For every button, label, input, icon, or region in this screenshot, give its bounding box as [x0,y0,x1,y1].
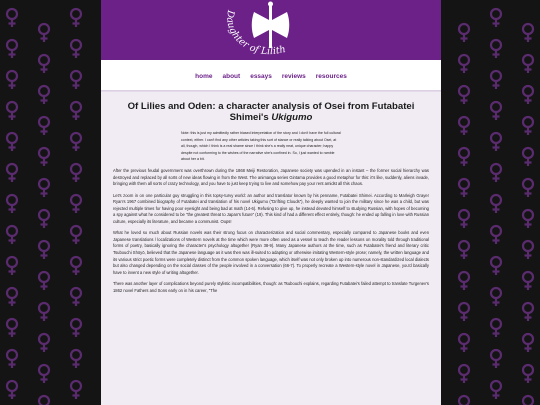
article-content [101,91,441,405]
venus-icon [71,381,81,399]
venus-icon [39,334,49,352]
venus-icon [39,179,49,197]
venus-icon [459,210,469,228]
venus-icon [7,288,17,306]
venus-icon [71,195,81,213]
venus-icon [7,319,17,337]
venus-icon [7,164,17,182]
venus-icon [491,288,501,306]
venus-icon [491,9,501,27]
main-nav [101,60,441,91]
venus-icon [39,117,49,135]
venus-icon [39,272,49,290]
venus-icon [523,148,533,166]
venus-icon [523,24,533,42]
venus-icon [39,148,49,166]
site-banner [101,0,441,60]
venus-icon [459,148,469,166]
venus-icon [71,319,81,337]
venus-icon [71,40,81,58]
venus-icon [39,303,49,321]
venus-icon [459,303,469,321]
venus-icon [39,55,49,73]
venus-icon [39,24,49,42]
venus-icon [39,210,49,228]
article-title-italic: Ukigumo [271,111,313,123]
venus-icon [523,86,533,104]
venus-icon [71,288,81,306]
labrys-icon [252,2,290,49]
venus-icon [7,40,17,58]
venus-icon [523,396,533,405]
venus-icon [71,9,81,27]
venus-icon [459,86,469,104]
venus-icon [71,226,81,244]
venus-icon [7,257,17,275]
venus-icon [523,241,533,259]
venus-icon [491,133,501,151]
venus-icon [459,365,469,383]
nav-link-about[interactable]: about [222,73,241,80]
venus-icon [71,102,81,120]
venus-icon [459,117,469,135]
venus-icon [7,195,17,213]
venus-icon [523,365,533,383]
venus-icon [491,195,501,213]
venus-icon [71,350,81,368]
venus-icon [39,365,49,383]
venus-icon [7,102,17,120]
site-logo[interactable] [101,0,441,60]
venus-icon [7,9,17,27]
venus-icon [523,55,533,73]
venus-icon [491,71,501,89]
venus-icon [7,350,17,368]
venus-icon [459,24,469,42]
venus-icon [71,71,81,89]
venus-icon [71,257,81,275]
site-logo-text: Daughter of Lilith [224,9,287,58]
article-note: Note: this is just my admittedly rather biased interpretation of the story and I don't have the full cultural context, either. I can't find any other articles taking this sort of stance or really talking about Osei, at all, though, which I think is a real shame since I think she's a really neat, unique character; happy despite not conforming to the wishes of the narrative she's confined in. So, I just wanted to ramble about her a bit. [181,131,341,162]
venus-icon [7,71,17,89]
venus-icon [491,226,501,244]
venus-icon [7,381,17,399]
article-title-text: Of Lilies and Oden: a character analysis of Osei from Futabatei Shimei's [127,101,415,123]
venus-icon [459,55,469,73]
article-title [113,102,429,123]
venus-icon [491,40,501,58]
venus-icon [459,179,469,197]
venus-icon [39,241,49,259]
venus-icon [459,334,469,352]
article-paragraph: What he loved so much about Russian novels was their strong focus on characterization and social commentary, especially compared to Japanese books and even Japanese translations / localizations of Western novels at the time which were more often used as a vessel to teach the reader lessons on morality told through traditional forms of poetry, basically ignoring the character's psychology altogether (Ryan 38-9). Many Japanese authors at the time, such as Futabatei's friend and literary critic Tsubouchi Shōyō, believed that the Japanese language as it was then was ill-suited to adapting or otherwise imitating Western-style prose; namely, the written language and its various strict poetic forms were completely distinct from the common spoken language, which itself was not only broken up into numerous non-standardized local dialects but also changed depending on the social classes of the people involved in a conversation (66-7). To properly recreate a Western-style novel in Japanese, you'd basically have to invent a new style of writing altogether. [113,230,429,275]
nav-link-resources[interactable]: resources [315,73,347,80]
venus-icon [523,303,533,321]
venus-icon [523,272,533,290]
venus-icon [491,381,501,399]
nav-link-reviews[interactable]: reviews [281,73,306,80]
venus-icon [459,272,469,290]
venus-icon [39,396,49,405]
venus-icon [523,179,533,197]
venus-icon [71,164,81,182]
venus-icon [7,226,17,244]
venus-icon [523,334,533,352]
venus-icon [491,164,501,182]
page-container [101,0,441,405]
venus-icon [491,350,501,368]
article-paragraph: Let's zoom in on one particular guy struggling in this topsy-turvy world: an author and translator known by his penname, Futabatei Shimei. According to Marleigh Grayer Ryan's 1967 combined biography of Futabatei and translation of his novel Ukigumo ("Drifting Clouds"), he deeply wanted to join the military since he was a child, but was rejected multiple times for having poor eyesight and being bad at math (14-6). Refusing to give up, he instead devoted himself to studying Russian, with hopes of becoming a spy against what he considered to be "the greatest threat to Japan's future" (19). This kind of had a different effect entirely, though: he ended up falling in love with Russian culture, especially its literature, and became a communist. Oops! [113,192,430,224]
venus-icon [523,210,533,228]
article-paragraph: After the previous feudal government was overthrown during the 1868 Meiji Restoration, Japanese society was upended in an instant – the former social hierarchy was destroyed and replaced by all sorts of new ideas flowing in from the West. The animanga series Gintama provides a good metaphor for this: it's like, suddenly, aliens invade, bringing with them all sorts of crazy technology, and you have to just keep trying to live and somehow pay your rent amidst all this chaos. [113,167,429,187]
venus-icon [71,133,81,151]
venus-icon [459,396,469,405]
venus-icon [491,102,501,120]
nav-link-home[interactable]: home [195,73,213,80]
venus-icon [523,117,533,135]
article-paragraph: There was another layer of complications beyond purely stylistic incompatibilities, though: as Tsubouchi explains, regarding Futabatei's failed attempt to translate Turgenev's 1862 novel Fathers and Sons early on in his career, "The [113,281,429,293]
venus-icon [459,241,469,259]
nav-link-essays[interactable]: essays [250,73,272,80]
venus-icon [39,86,49,104]
venus-icon [491,257,501,275]
venus-icon [491,319,501,337]
venus-icon [7,133,17,151]
